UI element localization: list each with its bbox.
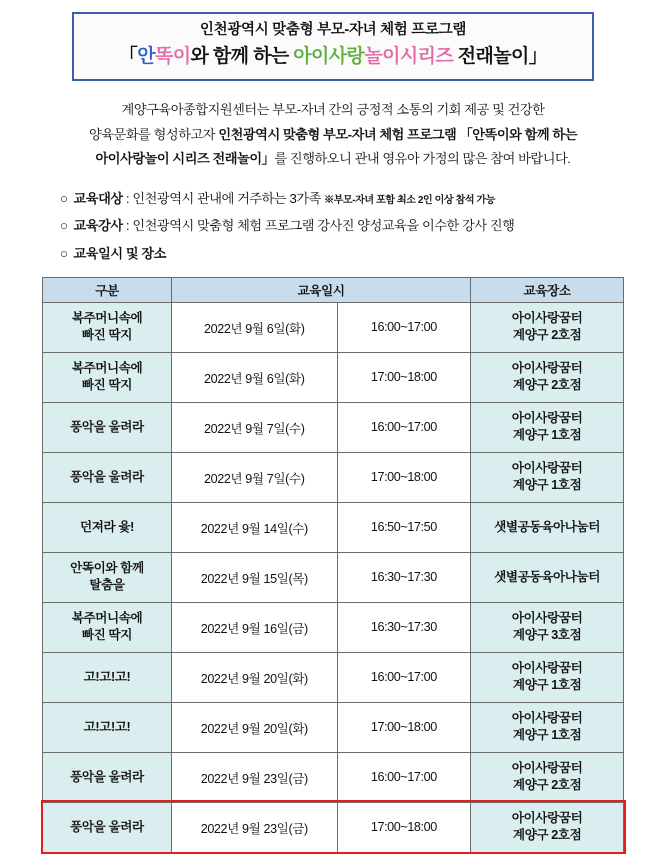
cell-place: 아이사랑꿈터 계양구 1호점 [471, 452, 624, 502]
cell-time: 17:00~18:00 [337, 802, 471, 852]
cell-time: 16:00~17:00 [337, 402, 471, 452]
cell-program-name: 풍악을 울려라 [43, 802, 172, 852]
schedule-table-body [43, 302, 624, 852]
cell-program-name: 고!고!고! [43, 702, 172, 752]
cell-time: 16:30~17:30 [337, 552, 471, 602]
bullet-target-text: 인천광역시 관내에 거주하는 3가족 [132, 191, 325, 207]
title-word-an: 안 [137, 45, 155, 67]
bullet-marker-icon: ○ [60, 191, 68, 207]
bullet-target-note: ※부모-자녀 포함 최소 2인 이상 참석 가능 [324, 195, 495, 207]
bullet-marker-icon: ○ [60, 245, 68, 261]
intro-paragraph [48, 98, 618, 171]
table-row [43, 652, 624, 702]
cell-place: 아이사랑꿈터 계양구 1호점 [471, 702, 624, 752]
cell-time: 17:00~18:00 [337, 702, 471, 752]
cell-program-name: 풍악을 울려라 [43, 402, 172, 452]
cell-time: 16:30~17:30 [337, 602, 471, 652]
cell-date: 2022년 9월 7일(수) [171, 402, 337, 452]
cell-date: 2022년 9월 15일(목) [171, 552, 337, 602]
bullet-target-sep: : [122, 191, 133, 207]
table-row [43, 752, 624, 802]
cell-program-name: 풍악을 울려라 [43, 452, 172, 502]
cell-place: 샛별공동육아나눔터 [471, 552, 624, 602]
bullet-target-label: 교육대상 [73, 191, 123, 207]
cell-place: 아이사랑꿈터 계양구 2호점 [471, 302, 624, 352]
intro-line-3-text-b: 를 진행하오니 관내 영유아 가정의 많은 참여 바랍니다. [274, 150, 571, 166]
bullet-marker-icon: ○ [60, 218, 68, 234]
table-header-row [43, 277, 624, 302]
bullet-instructor-sep: : [122, 218, 133, 234]
cell-time: 16:00~17:00 [337, 652, 471, 702]
intro-line-2-text-b: 인천광역시 맞춤형 부모-자녀 체험 프로그램 「안똑이와 함께 하는 [218, 126, 578, 142]
schedule-table-wrapper [42, 277, 624, 853]
cell-time: 17:00~18:00 [337, 452, 471, 502]
cell-time: 16:50~17:50 [337, 502, 471, 552]
title-close-bracket: 」 [528, 45, 548, 67]
bullet-instructor-text: 인천광역시 맞춤형 체험 프로그램 강사진 양성교육을 이수한 강사 진행 [132, 218, 515, 234]
cell-date: 2022년 9월 23일(금) [171, 752, 337, 802]
intro-line-3 [48, 147, 618, 171]
bullet-instructor-label: 교육강사 [73, 218, 123, 234]
bullet-target [60, 185, 632, 212]
intro-line-1 [48, 98, 618, 122]
title-word-playseries: 놀이시리즈 [364, 45, 454, 67]
table-row [43, 602, 624, 652]
cell-place: 아이사랑꿈터 계양구 2호점 [471, 352, 624, 402]
table-row [43, 702, 624, 752]
table-row [43, 352, 624, 402]
cell-place: 샛별공동육아나눔터 [471, 502, 624, 552]
table-row [43, 502, 624, 552]
header-category: 구분 [43, 277, 172, 302]
header-place: 교육장소 [471, 277, 624, 302]
table-row [43, 302, 624, 352]
bullet-instructor [60, 212, 632, 239]
cell-date: 2022년 9월 20일(화) [171, 702, 337, 752]
cell-date: 2022년 9월 7일(수) [171, 452, 337, 502]
cell-date: 2022년 9월 6일(화) [171, 352, 337, 402]
cell-date: 2022년 9월 6일(화) [171, 302, 337, 352]
cell-program-name: 복주머니속에 빠진 딱지 [43, 352, 172, 402]
title-line-2 [80, 43, 586, 71]
cell-program-name: 고!고!고! [43, 652, 172, 702]
intro-line-3-text-a: 아이사랑놀이 시리즈 전래놀이」 [95, 150, 275, 166]
title-open-bracket: 「 [118, 45, 138, 67]
footer-strip [34, 857, 632, 867]
cell-program-name: 던져라 윷! [43, 502, 172, 552]
schedule-table-head [43, 277, 624, 302]
cell-time: 16:00~17:00 [337, 302, 471, 352]
cell-program-name: 복주머니속에 빠진 딱지 [43, 602, 172, 652]
intro-line-1-text: 계양구육아종합지원센터는 부모-자녀 간의 긍정적 소통의 기회 제공 및 건강한 [121, 102, 545, 118]
cell-program-name: 복주머니속에 빠진 딱지 [43, 302, 172, 352]
title-word-folkplay: 전래놀이 [453, 45, 529, 67]
schedule-table [42, 277, 624, 853]
title-word-ilove: 아이사랑 [293, 45, 365, 67]
title-box [72, 12, 594, 81]
cell-place: 아이사랑꿈터 계양구 1호점 [471, 402, 624, 452]
cell-place: 아이사랑꿈터 계양구 3호점 [471, 602, 624, 652]
intro-line-2 [48, 123, 618, 147]
cell-place: 아이사랑꿈터 계양구 2호점 [471, 752, 624, 802]
table-row [43, 802, 624, 852]
cell-place: 아이사랑꿈터 계양구 2호점 [471, 802, 624, 852]
cell-date: 2022년 9월 23일(금) [171, 802, 337, 852]
table-row [43, 452, 624, 502]
cell-program-name: 풍악을 울려라 [43, 752, 172, 802]
header-datetime: 교육일시 [171, 277, 470, 302]
cell-date: 2022년 9월 20일(화) [171, 652, 337, 702]
title-word-ttokyi: 똑이 [154, 45, 191, 67]
cell-date: 2022년 9월 16일(금) [171, 602, 337, 652]
title-word-together: 와 함께 하는 [190, 45, 294, 67]
bullet-list [60, 185, 632, 266]
table-row [43, 402, 624, 452]
bullet-schedule [60, 240, 632, 267]
bullet-schedule-label: 교육일시 및 장소 [73, 245, 166, 261]
cell-place: 아이사랑꿈터 계양구 1호점 [471, 652, 624, 702]
title-line-1: 인천광역시 맞춤형 부모-자녀 체험 프로그램 [199, 22, 467, 38]
cell-time: 16:00~17:00 [337, 752, 471, 802]
cell-date: 2022년 9월 14일(수) [171, 502, 337, 552]
intro-line-2-text-a: 양육문화를 형성하고자 [88, 126, 219, 142]
cell-program-name: 안똑이와 함께 탈춤을 [43, 552, 172, 602]
table-row [43, 552, 624, 602]
cell-time: 17:00~18:00 [337, 352, 471, 402]
